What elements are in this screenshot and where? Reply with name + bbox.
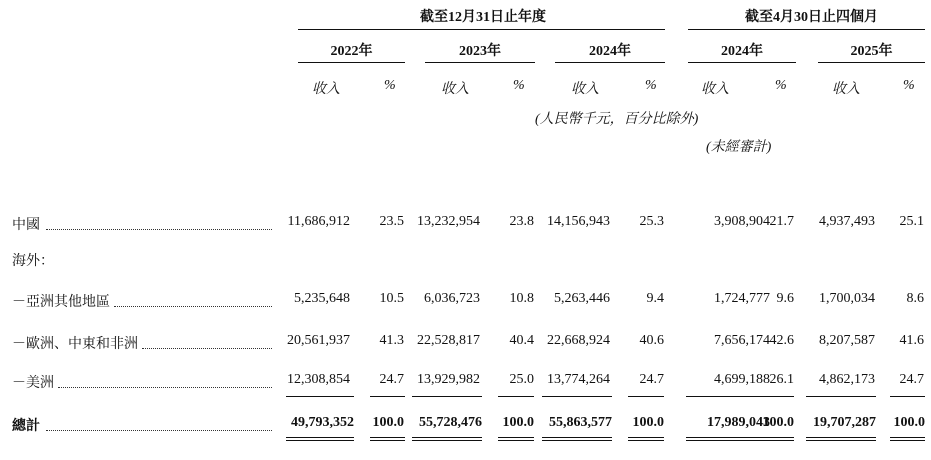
row-label-emea: －歐洲、中東和非洲 [12,337,138,352]
cell-americas-pct-2025: 24.7 [899,372,924,387]
percent-header-2024-four-months: % [775,78,787,93]
cell-asia-pct-2025: 8.6 [906,291,924,306]
cell-china-rev-2025: 4,937,493 [819,214,875,229]
cell-total-pct-2023: 100.0 [502,415,534,430]
cell-emea-pct-2023: 40.4 [509,333,534,348]
total-double-rule-2025-rev-b [806,440,876,441]
leader-dots-other-asia [114,296,272,307]
leader-dots-americas [58,377,272,388]
year-rule-2025 [818,62,925,63]
year-rule-2022 [298,62,405,63]
revenue-header-2022: 收入 [312,82,340,97]
cell-china-rev-2024-4m: 3,908,904 [714,214,770,229]
cell-total-pct-2022: 100.0 [372,415,404,430]
total-double-rule-2023-pct-b [498,440,534,441]
cell-asia-rev-2025: 1,700,034 [819,291,875,306]
group-rule-four-months [688,29,925,30]
revenue-header-2024: 收入 [571,82,599,97]
cell-emea-rev-2024-4m: 7,656,174 [714,333,770,348]
revenue-header-2025: 收入 [832,82,860,97]
total-double-rule-2024-rev-a [542,437,612,438]
subtotal-rule-2024-pct [628,396,664,397]
cell-china-rev-2023: 13,232,954 [417,214,480,229]
row-label-other-asia: －亞洲其他地區 [12,295,110,310]
cell-americas-rev-2025: 4,862,173 [819,372,875,387]
cell-total-pct-2024-4m: 100.0 [762,415,794,430]
total-double-rule-2024-pct-a [628,437,664,438]
percent-header-2024: % [645,78,657,93]
total-double-rule-2022-rev-a [286,437,354,438]
subtotal-rule-2025-pct [890,396,925,397]
cell-china-pct-2024: 25.3 [639,214,664,229]
total-double-rule-2024-4m-pct-a [760,437,794,438]
year-rule-2024-four-months [688,62,796,63]
year-2024-four-months: 2024年 [721,44,763,59]
cell-total-rev-2023: 55,728,476 [419,415,482,430]
currency-note: (人民幣千元，百分比除外) [535,112,699,127]
subtotal-rule-2023-rev [412,396,482,397]
total-double-rule-2025-pct-b [890,440,925,441]
cell-asia-rev-2023: 6,036,723 [424,291,480,306]
total-double-rule-2024-4m-rev-b [686,440,770,441]
percent-header-2025: % [903,78,915,93]
row-label-americas: －美洲 [12,376,54,391]
cell-emea-rev-2023: 22,528,817 [417,333,480,348]
total-double-rule-2023-rev-b [412,440,482,441]
cell-americas-pct-2023: 25.0 [509,372,534,387]
subtotal-rule-2025-rev [806,396,876,397]
unaudited-note: (未經審計) [706,140,772,155]
cell-americas-pct-2022: 24.7 [379,372,404,387]
cell-asia-pct-2023: 10.8 [509,291,534,306]
cell-emea-pct-2022: 41.3 [379,333,404,348]
cell-americas-pct-2024-4m: 26.1 [769,372,794,387]
cell-americas-pct-2024: 24.7 [639,372,664,387]
year-2025: 2025年 [850,44,893,59]
cell-total-pct-2025: 100.0 [893,415,925,430]
cell-americas-rev-2024-4m: 4,699,188 [714,372,770,387]
row-label-overseas: 海外： [12,254,54,269]
total-double-rule-2023-rev-a [412,437,482,438]
year-rule-2023 [425,62,535,63]
year-2023: 2023年 [459,44,501,59]
cell-emea-pct-2024-4m: 42.6 [769,333,794,348]
cell-americas-rev-2024: 13,774,264 [547,372,610,387]
total-double-rule-2022-pct-a [370,437,405,438]
cell-asia-rev-2024-4m: 1,724,777 [714,291,770,306]
total-double-rule-2024-rev-b [542,440,612,441]
cell-china-pct-2023: 23.8 [509,214,534,229]
cell-china-pct-2022: 23.5 [379,214,404,229]
cell-china-pct-2024-4m: 21.7 [769,214,794,229]
cell-asia-pct-2022: 10.5 [379,291,404,306]
cell-total-rev-2022: 49,793,352 [291,415,354,430]
percent-header-2023: % [513,78,525,93]
cell-china-pct-2025: 25.1 [899,214,924,229]
leader-dots-emea [142,338,272,349]
cell-asia-pct-2024: 9.4 [646,291,664,306]
row-label-total: 總計 [12,419,40,434]
group-title-four-months: 截至4月30日止四個月 [745,10,878,25]
cell-asia-pct-2024-4m: 9.6 [776,291,794,306]
subtotal-rule-2024-rev [542,396,612,397]
total-double-rule-2025-rev-a [806,437,876,438]
total-double-rule-2024-pct-b [628,440,664,441]
cell-total-rev-2024-4m: 17,989,043 [707,415,770,430]
cell-emea-pct-2024: 40.6 [639,333,664,348]
year-2022: 2022年 [330,44,373,59]
cell-americas-rev-2022: 12,308,854 [287,372,350,387]
total-double-rule-2022-pct-b [370,440,405,441]
cell-emea-pct-2025: 41.6 [899,333,924,348]
cell-china-rev-2024: 14,156,943 [547,214,610,229]
group-title-year-ended: 截至12月31日止年度 [420,10,546,25]
revenue-header-2023: 收入 [441,82,469,97]
total-double-rule-2023-pct-a [498,437,534,438]
revenue-header-2024-four-months: 收入 [701,82,729,97]
leader-dots-china [46,219,272,230]
year-rule-2024 [555,62,665,63]
cell-total-pct-2024: 100.0 [632,415,664,430]
cell-total-rev-2025: 19,707,287 [813,415,876,430]
cell-total-rev-2024: 55,863,577 [549,415,612,430]
total-double-rule-2022-rev-b [286,440,354,441]
percent-header-2022: % [384,78,396,93]
group-rule-year-ended [298,29,665,30]
cell-americas-rev-2023: 13,929,982 [417,372,480,387]
cell-emea-rev-2025: 8,207,587 [819,333,875,348]
cell-asia-rev-2022: 5,235,648 [294,291,350,306]
leader-dots-total [46,420,272,431]
subtotal-rule-2024-4m-rev [686,396,770,397]
total-double-rule-2025-pct-a [890,437,925,438]
cell-emea-rev-2024: 22,668,924 [547,333,610,348]
subtotal-rule-2023-pct [498,396,534,397]
total-double-rule-2024-4m-rev-a [686,437,770,438]
subtotal-rule-2024-4m-pct [760,396,794,397]
year-2024: 2024年 [589,44,631,59]
subtotal-rule-2022-rev [286,396,354,397]
cell-china-rev-2022: 11,686,912 [287,214,350,229]
cell-emea-rev-2022: 20,561,937 [287,333,350,348]
cell-asia-rev-2024: 5,263,446 [554,291,610,306]
row-label-china: 中國 [12,218,40,233]
total-double-rule-2024-4m-pct-b [760,440,794,441]
subtotal-rule-2022-pct [370,396,405,397]
